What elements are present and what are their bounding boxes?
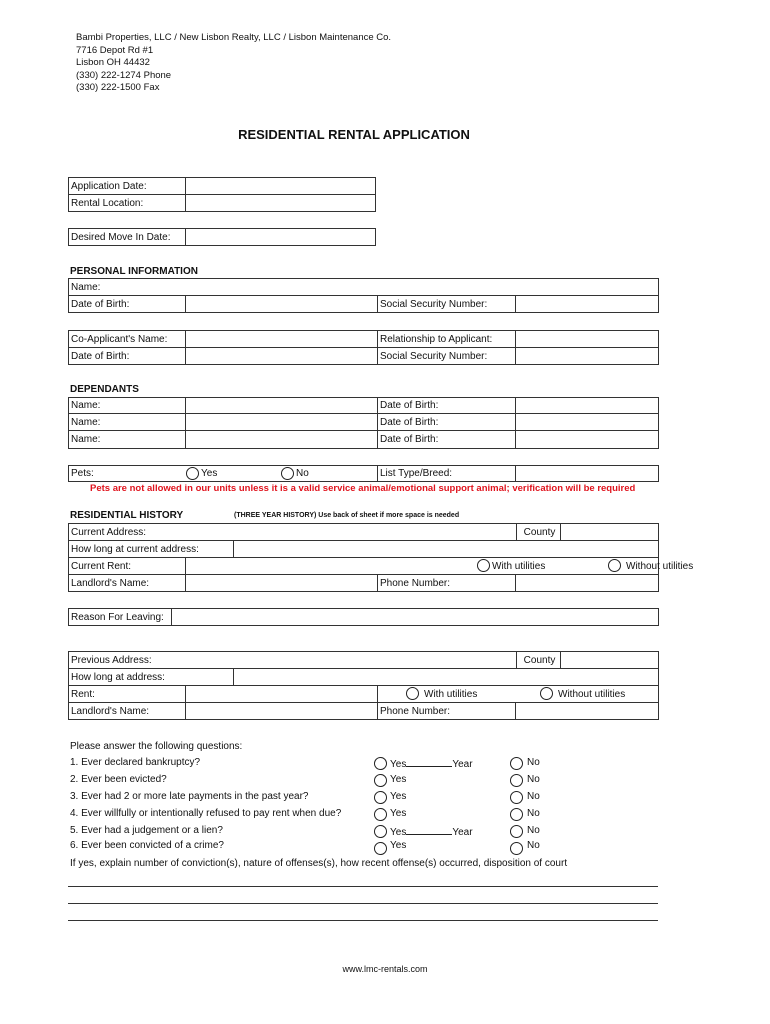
history-note: (THREE YEAR HISTORY) Use back of sheet if more space is needed — [234, 512, 460, 519]
q3-yes-radio[interactable] — [374, 791, 387, 804]
q4-no-radio[interactable] — [510, 808, 523, 821]
q4-yes-radio[interactable] — [374, 808, 387, 821]
explain-line-3[interactable] — [68, 920, 658, 921]
reason-leaving-row — [68, 608, 659, 626]
co-dob-field[interactable] — [185, 348, 377, 364]
co-dob-row — [68, 348, 659, 365]
application-date-row — [68, 177, 376, 195]
co-applicant-label: Co-Applicant's Name: — [71, 333, 168, 345]
q5-no-radio[interactable] — [510, 825, 523, 838]
q2-yes-radio[interactable] — [374, 774, 387, 787]
q3-no-radio[interactable] — [510, 791, 523, 804]
q2-no-label: No — [527, 774, 540, 785]
rental-location-row — [68, 195, 376, 212]
dependant-dob-label: Date of Birth: — [377, 398, 515, 413]
dependant-dob-field[interactable] — [515, 431, 658, 448]
q1-year-blank[interactable] — [406, 757, 452, 767]
dependant-row — [68, 414, 659, 431]
previous-county-field[interactable] — [560, 652, 658, 668]
q6-no-radio[interactable] — [510, 842, 523, 855]
previous-address-label[interactable]: Previous Address: — [71, 654, 152, 666]
dependant-name-field[interactable] — [185, 431, 377, 448]
q5-year-label: Year — [452, 827, 473, 838]
pets-warning: Pets are not allowed in our units unless it is a valid service animal/emotional support animal; verification will be required — [90, 483, 636, 494]
dependants-heading: DEPENDANTS — [70, 384, 139, 395]
previous-address-row — [68, 651, 659, 669]
dependant-dob-label: Date of Birth: — [377, 431, 515, 448]
q1-yes-group — [390, 757, 473, 770]
current-rent-field[interactable] — [185, 558, 694, 574]
question-1: 1. Ever declared bankruptcy? — [70, 757, 201, 768]
move-in-row — [68, 228, 376, 246]
how-long-current-row — [68, 541, 659, 558]
previous-county-label: County — [516, 652, 560, 668]
co-ssn-label: Social Security Number: — [377, 348, 515, 364]
q1-no-label: No — [527, 757, 540, 768]
how-long-current-field[interactable] — [233, 541, 658, 557]
county-field[interactable] — [560, 524, 658, 540]
q3-no-label: No — [527, 791, 540, 802]
q4-yes-label: Yes — [390, 808, 407, 819]
company-fax: (330) 222-1500 Fax — [76, 82, 160, 93]
prev-without-utilities-label: Without utilities — [558, 688, 626, 700]
q5-yes-radio[interactable] — [374, 825, 387, 838]
dependant-name-label: Name: — [71, 434, 101, 445]
question-6: 6. Ever been convicted of a crime? — [70, 840, 224, 851]
name-label[interactable]: Name: — [71, 281, 101, 293]
co-dob-label: Date of Birth: — [71, 350, 130, 362]
dependant-row — [68, 397, 659, 414]
dependant-dob-field[interactable] — [515, 414, 658, 430]
current-address-label[interactable]: Current Address: — [71, 526, 147, 538]
pets-cell — [69, 466, 377, 481]
without-utilities-label: Without utilities — [626, 560, 694, 572]
personal-info-heading: PERSONAL INFORMATION — [70, 266, 198, 277]
previous-utilities-cell — [377, 686, 658, 702]
dependant-name-field[interactable] — [185, 414, 377, 430]
residential-history-heading: RESIDENTIAL HISTORY — [70, 510, 184, 521]
explain-line-2[interactable] — [68, 903, 658, 904]
co-applicant-field[interactable] — [185, 331, 377, 347]
dependant-dob-field[interactable] — [515, 398, 658, 413]
previous-landlord-phone-field[interactable] — [515, 703, 658, 719]
pets-yes-label: Yes — [201, 468, 218, 479]
landlord-phone-field[interactable] — [515, 575, 658, 591]
q5-yes-label: Yes — [390, 827, 407, 838]
q6-yes-label: Yes — [390, 840, 407, 851]
co-ssn-field[interactable] — [515, 348, 658, 364]
q2-yes-label: Yes — [390, 774, 407, 785]
q4-no-label: No — [527, 808, 540, 819]
reason-leaving-field[interactable] — [171, 609, 658, 625]
question-5: 5. Ever had a judgement or a lien? — [70, 825, 223, 836]
dependant-name-field[interactable] — [185, 398, 377, 413]
current-rent-label: Current Rent: — [71, 560, 132, 572]
move-in-field[interactable] — [185, 229, 375, 245]
previous-rent-field[interactable] — [185, 686, 377, 702]
without-utilities-radio[interactable] — [608, 559, 621, 572]
q1-yes-label: Yes — [390, 759, 407, 770]
landlord-row — [68, 575, 659, 592]
dob-label: Date of Birth: — [71, 298, 130, 310]
company-header — [76, 32, 391, 95]
q5-yes-group — [390, 825, 473, 838]
pet-type-label: List Type/Breed: — [377, 466, 515, 481]
previous-landlord-label: Landlord's Name: — [71, 705, 150, 717]
company-address-1: 7716 Depot Rd #1 — [76, 44, 154, 56]
previous-landlord-field[interactable] — [185, 703, 377, 719]
dependant-row — [68, 431, 659, 449]
pets-yes-radio[interactable] — [186, 467, 199, 480]
how-long-row — [68, 669, 659, 686]
dependant-name-label: Name: — [71, 416, 101, 428]
question-3: 3. Ever had 2 or more late payments in the past year? — [70, 791, 309, 802]
application-date-label: Application Date: — [71, 180, 147, 192]
q3-yes-label: Yes — [390, 791, 407, 802]
q1-year-label: Year — [452, 759, 473, 770]
landlord-phone-label: Phone Number: — [377, 575, 515, 591]
q6-yes-radio[interactable] — [374, 842, 387, 855]
footer-website[interactable]: www.lmc-rentals.com — [342, 964, 428, 974]
pet-type-field[interactable] — [515, 466, 658, 481]
rental-location-label: Rental Location: — [71, 197, 144, 209]
pets-row — [68, 465, 659, 482]
landlord-label: Landlord's Name: — [71, 577, 150, 589]
q5-no-label: No — [527, 825, 540, 836]
prev-without-utilities-radio[interactable] — [540, 687, 553, 700]
previous-rent-row — [68, 686, 659, 703]
dependant-name-label: Name: — [71, 400, 101, 411]
pets-no-label: No — [296, 468, 309, 479]
rental-location-field[interactable] — [185, 195, 375, 211]
with-utilities-label: With utilities — [492, 560, 546, 572]
company-address-2: Lisbon OH 44432 — [76, 57, 150, 68]
name-row — [68, 278, 659, 296]
previous-rent-label: Rent: — [71, 688, 95, 700]
ssn-label: Social Security Number: — [377, 296, 515, 312]
explain-line-1[interactable] — [68, 886, 658, 887]
company-name: Bambi Properties, LLC / New Lisbon Realty, LLC / Lisbon Maintenance Co. — [76, 32, 392, 43]
page-title: RESIDENTIAL RENTAL APPLICATION — [238, 127, 470, 142]
how-long-label: How long at address: — [71, 671, 165, 683]
pets-label: Pets: — [71, 468, 94, 479]
q6-no-label: No — [527, 840, 540, 851]
with-utilities-radio[interactable] — [477, 559, 490, 572]
q1-yes-radio[interactable] — [374, 757, 387, 770]
previous-landlord-phone-label: Phone Number: — [377, 703, 515, 719]
explain-instructions: If yes, explain number of conviction(s), nature of offenses(s), how recent offense(s) occurred, disposition of court — [70, 858, 568, 869]
company-phone: (330) 222-1274 Phone — [76, 69, 172, 81]
how-long-field[interactable] — [233, 669, 658, 685]
how-long-current-label: How long at current address: — [71, 543, 199, 555]
reason-leaving-label: Reason For Leaving: — [71, 611, 164, 623]
application-date-field[interactable] — [185, 178, 375, 194]
landlord-field[interactable] — [185, 575, 377, 591]
q1-no-radio[interactable] — [510, 757, 523, 770]
current-rent-row — [68, 558, 694, 575]
pets-no-radio[interactable] — [281, 467, 294, 480]
question-4: 4. Ever willfully or intentionally refused to pay rent when due? — [70, 808, 342, 819]
prev-with-utilities-radio[interactable] — [406, 687, 419, 700]
move-in-label: Desired Move In Date: — [71, 231, 171, 243]
q2-no-radio[interactable] — [510, 774, 523, 787]
questions-intro: Please answer the following questions: — [70, 741, 243, 752]
relationship-field[interactable] — [515, 331, 658, 347]
dob-field[interactable] — [185, 296, 377, 312]
ssn-field[interactable] — [515, 296, 658, 312]
previous-landlord-row — [68, 703, 659, 720]
relationship-label: Relationship to Applicant: — [377, 331, 515, 347]
q5-year-blank[interactable] — [406, 825, 452, 835]
dependant-dob-label: Date of Birth: — [377, 414, 515, 430]
question-2: 2. Ever been evicted? — [70, 774, 167, 785]
dob-ssn-row — [68, 296, 659, 313]
county-label: County — [516, 524, 560, 540]
co-applicant-row — [68, 330, 659, 348]
current-address-row — [68, 523, 659, 541]
prev-with-utilities-label: With utilities — [424, 688, 478, 700]
